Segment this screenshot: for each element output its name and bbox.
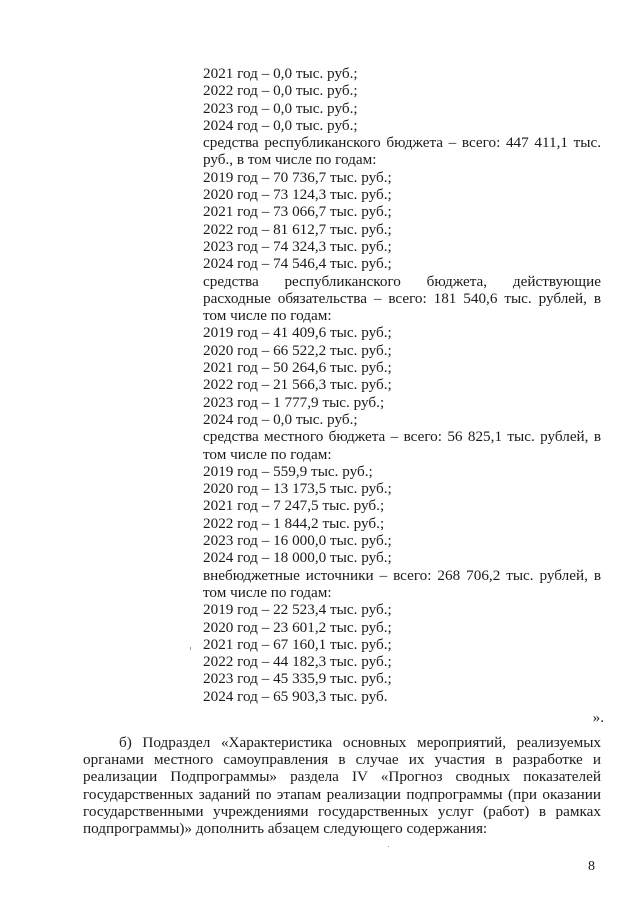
year-line: 2020 год – 73 124,3 тыс. руб.; — [203, 186, 392, 204]
year-line: 2019 год – 41 409,6 тыс. руб.; — [203, 324, 392, 342]
existing-obligations-heading-cont: расходные обязательства – всего: 181 540,6 тыс. рублей, в — [203, 289, 601, 307]
republic-budget-heading: средства республиканского бюджета – всего: 447 411,1 тыс. — [203, 134, 601, 152]
year-line: 2021 год – 73 066,7 тыс. руб.; — [203, 203, 392, 221]
year-line: 2021 год – 67 160,1 тыс. руб.; — [203, 635, 392, 653]
paragraph-b — [83, 734, 601, 837]
scan-speck — [190, 647, 191, 650]
year-line: 2021 год – 0,0 тыс. руб.; — [203, 65, 358, 82]
local-budget-heading: средства местного бюджета – всего: 56 825,1 тыс. рублей, в — [203, 428, 601, 446]
paragraph-line: государственными учреждениями государственных услуг (работ) в рамках — [83, 802, 601, 820]
year-line: 2020 год – 13 173,5 тыс. руб.; — [203, 480, 392, 498]
year-line: 2019 год – 70 736,7 тыс. руб.; — [203, 168, 392, 186]
year-line: 2022 год – 1 844,2 тыс. руб.; — [203, 514, 385, 532]
republic-budget-heading-cont: руб., в том числе по годам: — [203, 151, 377, 169]
paragraph-line: государственных заданий по этапам реализации подпрограммы (при оказании — [83, 785, 601, 803]
year-line: 2024 год – 0,0 тыс. руб.; — [203, 410, 358, 428]
existing-obligations-heading: средства республиканского бюджета, действующие — [203, 272, 601, 290]
year-line: 2019 год – 22 523,4 тыс. руб.; — [203, 601, 392, 619]
year-line: 2020 год – 23 601,2 тыс. руб.; — [203, 618, 392, 636]
year-line: 2024 год – 65 903,3 тыс. руб. — [203, 687, 388, 705]
year-line: 2024 год – 0,0 тыс. руб.; — [203, 116, 358, 134]
year-line: 2023 год – 1 777,9 тыс. руб.; — [203, 393, 385, 411]
year-line: 2022 год – 21 566,3 тыс. руб.; — [203, 376, 392, 394]
paragraph-line: подпрограммы)» дополнить абзацем следующего содержания: — [83, 820, 488, 838]
year-line: 2023 год – 0,0 тыс. руб.; — [203, 99, 358, 117]
existing-obligations-heading-end: том числе по годам: — [203, 307, 332, 325]
local-budget-heading-cont: том числе по годам: — [203, 445, 332, 463]
extrabudgetary-heading: внебюджетные источники – всего: 268 706,2 тыс. рублей, в — [203, 566, 601, 584]
year-line: 2019 год – 559,9 тыс. руб.; — [203, 462, 373, 480]
year-line: 2022 год – 0,0 тыс. руб.; — [203, 82, 358, 100]
closing-quote-mark: ». — [592, 709, 604, 726]
year-line: 2023 год – 16 000,0 тыс. руб.; — [203, 532, 392, 550]
year-line: 2022 год – 81 612,7 тыс. руб.; — [203, 220, 392, 238]
paragraph-line: б) Подраздел «Характеристика основных мероприятий, реализуемых — [119, 734, 601, 751]
year-line: 2022 год – 44 182,3 тыс. руб.; — [203, 653, 392, 671]
year-line: 2023 год – 74 324,3 тыс. руб.; — [203, 237, 392, 255]
paragraph-line: органами местного самоуправления в случае их участия в разработке и — [83, 751, 601, 769]
year-line: 2020 год – 66 522,2 тыс. руб.; — [203, 341, 392, 359]
year-line: 2021 год – 50 264,6 тыс. руб.; — [203, 359, 392, 377]
page-number: 8 — [588, 859, 595, 874]
paragraph-line: реализации Подпрограммы» раздела IV «Прогноз сводных показателей — [83, 768, 601, 786]
year-line: 2024 год – 18 000,0 тыс. руб.; — [203, 549, 392, 567]
extrabudgetary-heading-cont: том числе по годам: — [203, 583, 332, 601]
funding-sources-block — [203, 65, 601, 705]
year-line: 2021 год – 7 247,5 тыс. руб.; — [203, 497, 385, 515]
year-line: 2023 год – 45 335,9 тыс. руб.; — [203, 670, 392, 688]
year-line: 2024 год – 74 546,4 тыс. руб.; — [203, 255, 392, 273]
scan-speck — [388, 846, 389, 847]
